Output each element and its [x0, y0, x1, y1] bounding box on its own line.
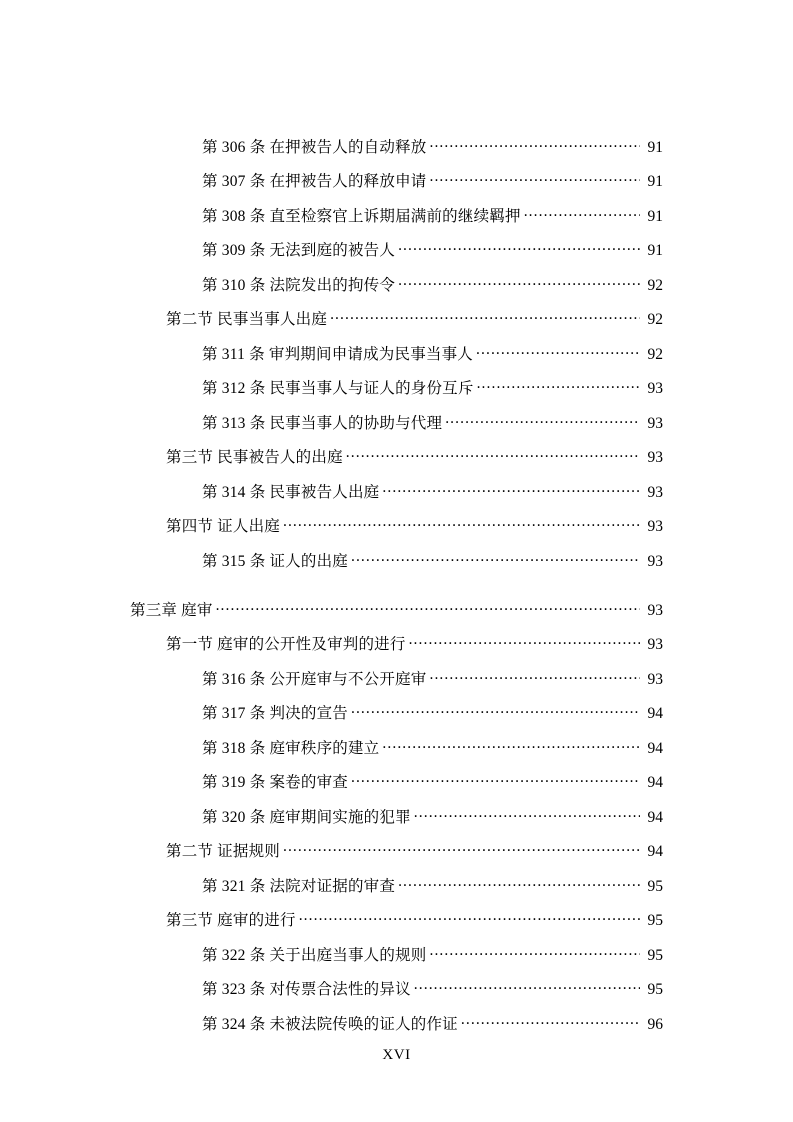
toc-entry[interactable]	[202, 668, 663, 687]
toc-entry-label: 第 318 条 庭审秩序的建立	[202, 739, 380, 757]
toc-entry[interactable]	[202, 737, 663, 756]
toc-entry-page-number: 92	[647, 276, 663, 294]
toc-leader-dots	[351, 772, 640, 788]
toc-entry-label: 第 314 条 民事被告人出庭	[202, 483, 380, 501]
toc-entry-label: 第四节 证人出庭	[166, 518, 280, 535]
toc-leader-dots	[461, 1013, 640, 1029]
toc-entry-label: 第 311 条 审判期间申请成为民事当事人	[202, 345, 474, 363]
toc-entry[interactable]	[202, 343, 663, 362]
toc-leader-dots	[477, 378, 640, 394]
toc-entry-page-number: 93	[647, 670, 663, 688]
toc-leader-dots	[445, 412, 640, 428]
toc-entry-page-number: 93	[647, 483, 663, 501]
toc-entry-label: 第 317 条 判决的宣告	[202, 705, 348, 722]
toc-leader-dots	[330, 309, 640, 325]
toc-entry-page-number: 95	[647, 877, 663, 895]
toc-entry-page-number: 93	[647, 601, 663, 619]
toc-leader-dots	[382, 737, 640, 753]
toc-entry-page-number: 93	[647, 449, 663, 466]
toc-entry[interactable]	[166, 516, 663, 535]
toc-entry[interactable]	[166, 841, 663, 860]
toc-entry[interactable]	[166, 634, 663, 653]
toc-entry[interactable]	[202, 205, 663, 224]
toc-entry-label: 第 310 条 法院发出的拘传令	[202, 276, 396, 294]
toc-leader-dots	[414, 979, 640, 995]
toc-entry[interactable]	[202, 136, 663, 155]
toc-entry[interactable]	[130, 599, 663, 618]
toc-leader-dots	[524, 205, 640, 221]
toc-entry-label: 第 309 条 无法到庭的被告人	[202, 242, 396, 259]
toc-entry-label: 第 322 条 关于出庭当事人的规则	[202, 946, 427, 964]
toc-entry-label: 第三节 民事被告人的出庭	[166, 449, 343, 466]
toc-leader-dots	[398, 875, 640, 891]
toc-leader-dots	[346, 447, 640, 463]
toc-entry-page-number: 93	[647, 552, 663, 570]
toc-entry-page-number: 94	[647, 774, 663, 791]
toc-leader-dots	[216, 599, 640, 615]
toc-entry-label: 第 321 条 法院对证据的审查	[202, 877, 396, 895]
toc-leader-dots	[409, 634, 640, 650]
toc-entry[interactable]	[202, 806, 663, 825]
toc-leader-dots	[283, 841, 640, 857]
toc-entry-label: 第 319 条 案卷的审查	[202, 774, 348, 791]
toc-entry-label: 第 316 条 公开庭审与不公开庭审	[202, 670, 427, 688]
toc-entry-label: 第 313 条 民事当事人的协助与代理	[202, 414, 443, 432]
toc-leader-dots	[398, 274, 640, 290]
toc-leader-dots	[382, 481, 640, 497]
toc-entry-page-number: 96	[647, 1015, 663, 1033]
toc-entry[interactable]	[166, 910, 663, 929]
toc-entry-page-number: 93	[647, 636, 663, 653]
toc-entry[interactable]	[166, 447, 663, 466]
toc-leader-dots	[429, 171, 640, 187]
toc-entry-page-number: 93	[647, 380, 663, 397]
toc-entry-label: 第二节 证据规则	[166, 843, 280, 860]
toc-entry-page-number: 95	[647, 912, 663, 929]
toc-leader-dots	[351, 550, 640, 566]
toc-leader-dots	[429, 136, 640, 152]
toc-entry-label: 第三节 庭审的进行	[166, 912, 296, 929]
toc-entry[interactable]	[166, 309, 663, 328]
toc-entry[interactable]	[202, 875, 663, 894]
toc-entry[interactable]	[202, 1013, 663, 1032]
toc-entry[interactable]	[202, 944, 663, 963]
toc-leader-dots	[351, 703, 640, 719]
toc-entry-page-number: 93	[647, 414, 663, 432]
toc-entry-page-number: 91	[647, 173, 663, 190]
toc-entry[interactable]	[202, 240, 663, 259]
toc-entry[interactable]	[202, 481, 663, 500]
toc-entry-page-number: 94	[647, 705, 663, 722]
toc-leader-dots	[476, 343, 640, 359]
toc-entry-page-number: 91	[647, 138, 663, 156]
toc-entry-label: 第 308 条 直至检察官上诉期届满前的继续羁押	[202, 207, 521, 225]
page-folio: XVI	[382, 1047, 411, 1063]
toc-leader-dots	[429, 944, 640, 960]
toc-leader-dots	[299, 910, 640, 926]
toc-entry-page-number: 95	[647, 946, 663, 964]
toc-entry[interactable]	[202, 412, 663, 431]
toc-entry[interactable]	[202, 171, 663, 190]
toc-entry[interactable]	[202, 979, 663, 998]
toc-entry-label: 第一节 庭审的公开性及审判的进行	[166, 636, 406, 653]
toc-entry-label: 第 324 条 未被法院传唤的证人的作证	[202, 1015, 458, 1033]
toc-leader-dots	[429, 668, 640, 684]
toc-leader-dots	[283, 516, 640, 532]
toc-entry-label: 第 307 条 在押被告人的释放申请	[202, 173, 427, 190]
toc-entry-label: 第 315 条 证人的出庭	[202, 552, 348, 570]
table-of-contents	[130, 136, 663, 1032]
toc-entry[interactable]	[202, 703, 663, 722]
toc-entry-label: 第二节 民事当事人出庭	[166, 311, 328, 328]
toc-entry-page-number: 92	[647, 345, 663, 363]
toc-entry-page-number: 94	[647, 843, 663, 860]
toc-entry-page-number: 95	[647, 981, 663, 998]
toc-entry-label: 第 306 条 在押被告人的自动释放	[202, 138, 427, 156]
toc-entry-page-number: 94	[647, 808, 663, 826]
toc-entry[interactable]	[202, 378, 663, 397]
toc-leader-dots	[414, 806, 640, 822]
toc-entry-page-number: 91	[647, 207, 663, 225]
toc-entry-label: 第 312 条 民事当事人与证人的身份互斥	[202, 380, 474, 397]
toc-entry-label: 第 320 条 庭审期间实施的犯罪	[202, 808, 411, 826]
toc-entry-page-number: 94	[647, 739, 663, 757]
toc-entry-label: 第三章 庭审	[130, 601, 213, 619]
toc-entry-page-number: 92	[647, 311, 663, 328]
toc-entry-label: 第 323 条 对传票合法性的异议	[202, 981, 411, 998]
toc-entry-page-number: 91	[647, 242, 663, 259]
toc-entry[interactable]	[202, 274, 663, 293]
toc-leader-dots	[398, 240, 640, 256]
toc-entry[interactable]	[202, 550, 663, 569]
toc-entry-page-number: 93	[647, 518, 663, 535]
toc-entry[interactable]	[202, 772, 663, 791]
